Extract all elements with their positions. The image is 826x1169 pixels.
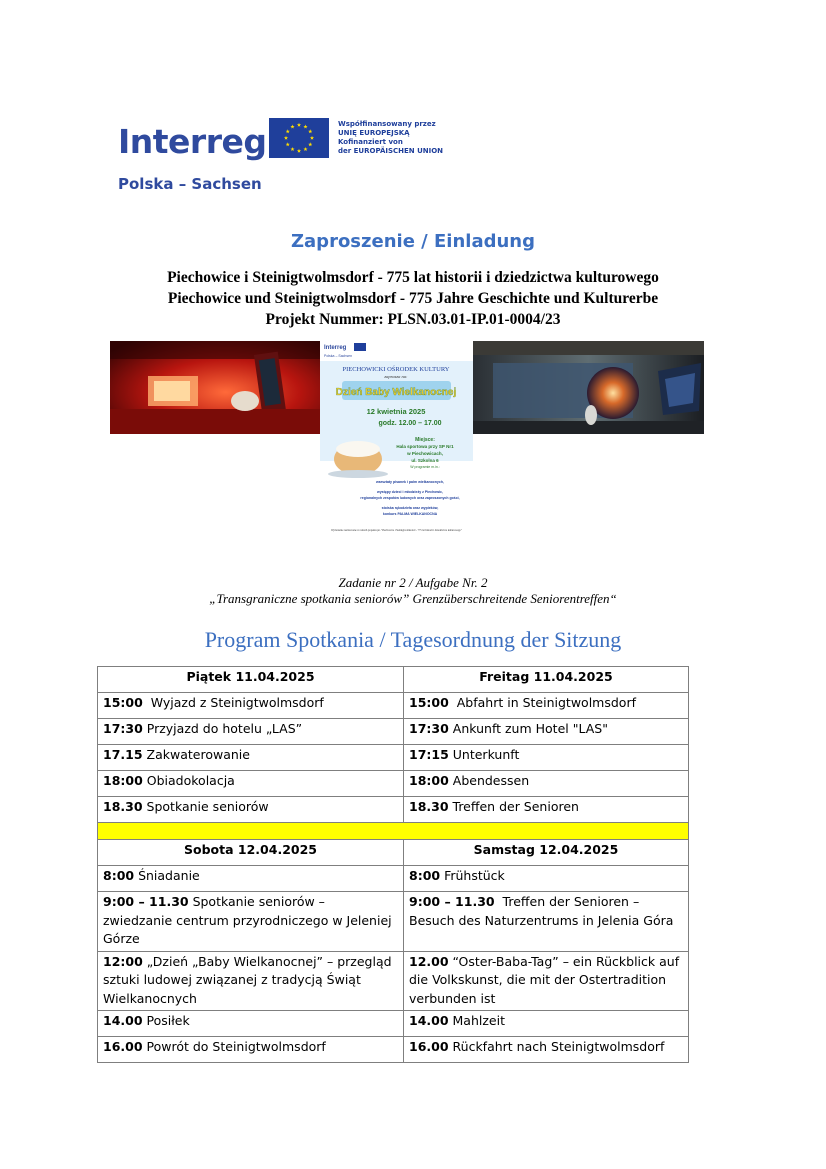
eu-line: UNIĘ EUROPEJSKĄ: [338, 129, 410, 137]
time: 18:00: [103, 773, 143, 788]
activity: Rückfahrt nach Steinigtwolmsdorf: [448, 1039, 665, 1054]
poster-org: PIECHOWICKI OŚRODEK KULTURY: [342, 366, 450, 373]
time: 17.15: [103, 747, 143, 762]
project-number: Projekt Nummer: PLSN.03.01-IP.01-0004/23: [265, 311, 561, 328]
activity: Treffen der Senioren: [448, 799, 579, 814]
time: 12:00: [103, 953, 143, 969]
activity: „Dzień „Baby Wielkanocnej” – przegląd sztuki ludowej związanej z tradycją Świąt Wielkanocnych: [103, 953, 396, 1006]
table-row: [98, 797, 689, 823]
table-row: [98, 1037, 689, 1063]
day-separator: [98, 823, 689, 840]
time: 15:00: [103, 695, 143, 710]
activity: Wyjazd z Steinigtwolmsdorf: [142, 695, 324, 710]
activity: Treffen der Senioren – Besuch des Naturzentrums in Jelenia Góra: [409, 894, 674, 928]
schedule-cell-de: [404, 771, 689, 797]
event-poster: [320, 341, 473, 555]
activity: Frühstück: [440, 868, 505, 883]
eu-cofinancing-text: [338, 120, 443, 156]
activity: Obiadokolacja: [142, 773, 235, 788]
poster-place-line: w Piechowicach,: [407, 451, 443, 456]
poster-event: Dzień Baby Wielkanocnej: [335, 387, 457, 398]
table-row: [98, 866, 689, 892]
schedule-cell-de: [404, 745, 689, 771]
schedule-cell-pl: [98, 719, 404, 745]
invitation-title: Zaproszenie / Einladung: [290, 231, 536, 252]
table-row: [98, 1011, 689, 1037]
poster-program-line: konkurs PALMA WIELKANOCNA: [382, 512, 438, 516]
activity: “Oster-Baba-Tag” – ein Rückblick auf die Volkskunst, die mit der Ostertradition verbunden ist: [409, 953, 684, 1006]
time: 17:15: [409, 747, 449, 762]
schedule-cell-pl: [98, 745, 404, 771]
poster-program-line: występy dzieci i młodzieży z Piechowic,: [377, 490, 443, 494]
table-row: [98, 771, 689, 797]
schedule-cell-pl: [98, 866, 404, 892]
interreg-logo: Interreg: [118, 122, 267, 161]
time: 15:00: [409, 695, 449, 710]
time: 14.00: [103, 1013, 143, 1028]
day-header-pl: Sobota 12.04.2025: [98, 840, 404, 866]
time: 18.30: [103, 799, 143, 814]
activity: Unterkunft: [448, 747, 520, 762]
schedule-cell-pl: [98, 1011, 404, 1037]
activity: Śniadanie: [134, 868, 200, 883]
schedule-cell-pl: [98, 1037, 404, 1063]
schedule-cell-de: [404, 1037, 689, 1063]
time: 16.00: [103, 1039, 143, 1054]
table-row: [98, 892, 689, 952]
poster-place-label: Miejsce:: [415, 437, 435, 443]
activity: Zakwaterowanie: [142, 747, 250, 762]
activity: Ankunft zum Hotel "LAS": [448, 721, 608, 736]
time: 8:00: [409, 868, 441, 883]
schedule-cell-pl: [98, 797, 404, 823]
schedule-cell-pl: [98, 892, 404, 952]
schedule-cell-pl: [98, 771, 404, 797]
day-header-pl: Piątek 11.04.2025: [98, 667, 404, 693]
activity: Przyjazd do hotelu „LAS”: [142, 721, 303, 736]
poster-date: 12 kwietnia 2025: [366, 407, 426, 416]
subtitle-de: Piechowice und Steinigtwolmsdorf - 775 Jahre Geschichte und Kulturerbe: [167, 290, 659, 307]
eu-line: der EUROPÄISCHEN UNION: [338, 147, 444, 155]
schedule-cell-de: [404, 719, 689, 745]
day-header-row: [98, 840, 689, 866]
time: 17:30: [103, 721, 143, 736]
poster-program-line: stoiska rękodzieła oraz wypieków,: [381, 506, 439, 510]
time: 9:00 – 11.30: [409, 894, 495, 909]
time: 8:00: [103, 868, 135, 883]
table-row: [98, 693, 689, 719]
table-row: [98, 951, 689, 1011]
time: 12.00: [409, 953, 449, 969]
table-row: [98, 745, 689, 771]
poster-program-label: W programie m.in.:: [410, 465, 440, 469]
activity: Powrót do Steinigtwolmsdorf: [142, 1039, 326, 1054]
schedule-cell-de: [404, 866, 689, 892]
schedule-cell-pl: [98, 693, 404, 719]
schedule-table: [97, 666, 689, 1063]
task-number: Zadanie nr 2 / Aufgabe Nr. 2: [338, 575, 488, 590]
subtitle-pl: Piechowice i Steinigtwolmsdorf - 775 lat historii i dziedzictwa kulturowego: [167, 269, 659, 286]
poster-place-line: ul. Szkolna 6: [411, 458, 439, 463]
schedule-cell-de: [404, 1011, 689, 1037]
poster-region: Polska – Sachsen: [324, 354, 353, 358]
activity: Abfahrt in Steinigtwolmsdorf: [448, 695, 636, 710]
activity: Abendessen: [448, 773, 530, 788]
eu-flag-icon: [269, 118, 329, 158]
time: 9:00 – 11.30: [103, 894, 189, 909]
poster-brand: Interreg: [324, 345, 347, 351]
eu-line: Współfinansowany przez: [338, 120, 436, 128]
time: 16.00: [409, 1039, 449, 1054]
poster-footer: Wydarzenie realizowane w ramach projektu pn. "Piechowice i Steinigtwolmsdorf - 775 lat historii i dziedzictwa kulturowego": [330, 529, 463, 532]
poster-time: godz. 12.00 – 17.00: [378, 420, 442, 427]
time: 18:00: [409, 773, 449, 788]
day-header-de: Samstag 12.04.2025: [404, 840, 689, 866]
schedule-cell-de: [404, 797, 689, 823]
schedule-cell-de: [404, 951, 689, 1011]
day-header-row: [98, 667, 689, 693]
poster-program-line: warsztaty pisanek i palm wielkanocnych,: [376, 480, 444, 484]
schedule-cell-de: [404, 892, 689, 952]
activity: Spotkanie seniorów: [142, 799, 269, 814]
time: 18.30: [409, 799, 449, 814]
exhibition-photo-gallery: [473, 341, 704, 434]
time: 14.00: [409, 1013, 449, 1028]
activity: Spotkanie seniorów – zwiedzanie centrum przyrodniczego w Jeleniej Górze: [103, 894, 396, 946]
activity: Mahlzeit: [448, 1013, 505, 1028]
program-title: Program Spotkania / Tagesordnung der Sitzung: [204, 627, 622, 652]
poster-place-line: Hala sportowa przy SP Nr1: [396, 444, 454, 449]
day-header-de: Freitag 11.04.2025: [404, 667, 689, 693]
table-row: [98, 719, 689, 745]
schedule-cell-de: [404, 693, 689, 719]
poster-invites: zaprasza na:: [384, 374, 408, 379]
schedule-cell-pl: [98, 951, 404, 1011]
eu-line: Kofinanziert von: [338, 138, 403, 146]
interreg-region: Polska – Sachsen: [118, 175, 262, 193]
activity: Posiłek: [142, 1013, 190, 1028]
poster-program-line: regionalnych zespołów ludowych oraz zaproszonych gości,: [360, 496, 460, 500]
task-name: „Transgraniczne spotkania seniorów” Grenzüberschreitende Seniorentreffen“: [209, 591, 617, 606]
day-separator-row: [98, 823, 689, 840]
exhibition-photo-red-room: [110, 341, 320, 434]
time: 17:30: [409, 721, 449, 736]
